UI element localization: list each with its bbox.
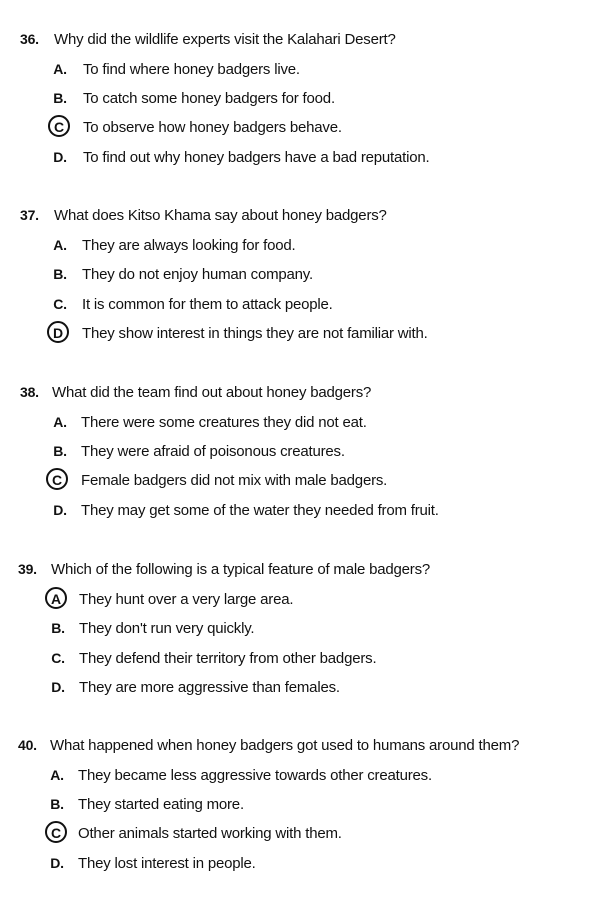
option-letter: A. xyxy=(50,767,64,783)
option-letter: D. xyxy=(51,679,65,695)
option-letter: C xyxy=(51,825,61,841)
option-text: They lost interest in people. xyxy=(78,855,256,872)
option-text: It is common for them to attack people. xyxy=(82,296,333,313)
option-letter: C xyxy=(52,472,62,488)
option-letter: C. xyxy=(51,650,65,666)
question-text: What does Kitso Khama say about honey badgers? xyxy=(54,207,387,224)
option-letter: D. xyxy=(53,502,67,518)
option-text: They are more aggressive than females. xyxy=(79,679,340,696)
option-text: They defend their territory from other badgers. xyxy=(79,650,377,667)
question-number: 37. xyxy=(20,207,39,223)
question-text: What happened when honey badgers got used to humans around them? xyxy=(50,737,520,754)
question-text: What did the team find out about honey badgers? xyxy=(52,384,372,401)
question-text: Why did the wildlife experts visit the Kalahari Desert? xyxy=(54,31,396,48)
option-letter: B. xyxy=(51,620,65,636)
question-number: 39. xyxy=(18,561,37,577)
option-letter: C xyxy=(54,119,64,135)
option-letter: D. xyxy=(50,855,64,871)
option-text: They don't run very quickly. xyxy=(79,620,255,637)
option-letter: A. xyxy=(53,237,67,253)
option-letter: B. xyxy=(50,796,64,812)
question-number: 40. xyxy=(18,737,37,753)
option-text: To find where honey badgers live. xyxy=(83,61,300,78)
option-text: They are always looking for food. xyxy=(82,237,296,254)
question-number: 36. xyxy=(20,31,39,47)
option-letter: B. xyxy=(53,266,67,282)
option-text: They hunt over a very large area. xyxy=(79,591,294,608)
option-text: They became less aggressive towards other creatures. xyxy=(78,767,432,784)
option-letter: B. xyxy=(53,90,67,106)
question-number: 38. xyxy=(20,384,39,400)
option-text: To find out why honey badgers have a bad reputation. xyxy=(83,149,430,166)
option-text: Female badgers did not mix with male badgers. xyxy=(81,472,388,489)
option-letter: A. xyxy=(53,61,67,77)
option-text: To catch some honey badgers for food. xyxy=(83,90,335,107)
option-text: They started eating more. xyxy=(78,796,244,813)
option-text: To observe how honey badgers behave. xyxy=(83,119,342,136)
option-text: They were afraid of poisonous creatures. xyxy=(81,443,345,460)
option-letter: D xyxy=(53,325,63,341)
option-letter: C. xyxy=(53,296,67,312)
option-text: They do not enjoy human company. xyxy=(82,266,313,283)
option-letter: A. xyxy=(53,414,67,430)
option-letter: A xyxy=(51,591,61,607)
option-text: They show interest in things they are not familiar with. xyxy=(82,325,428,342)
option-letter: B. xyxy=(53,443,67,459)
option-text: They may get some of the water they needed from fruit. xyxy=(81,502,439,519)
option-text: Other animals started working with them. xyxy=(78,825,342,842)
question-text: Which of the following is a typical feature of male badgers? xyxy=(51,561,431,578)
option-letter: D. xyxy=(53,149,67,165)
option-text: There were some creatures they did not eat. xyxy=(81,414,367,431)
